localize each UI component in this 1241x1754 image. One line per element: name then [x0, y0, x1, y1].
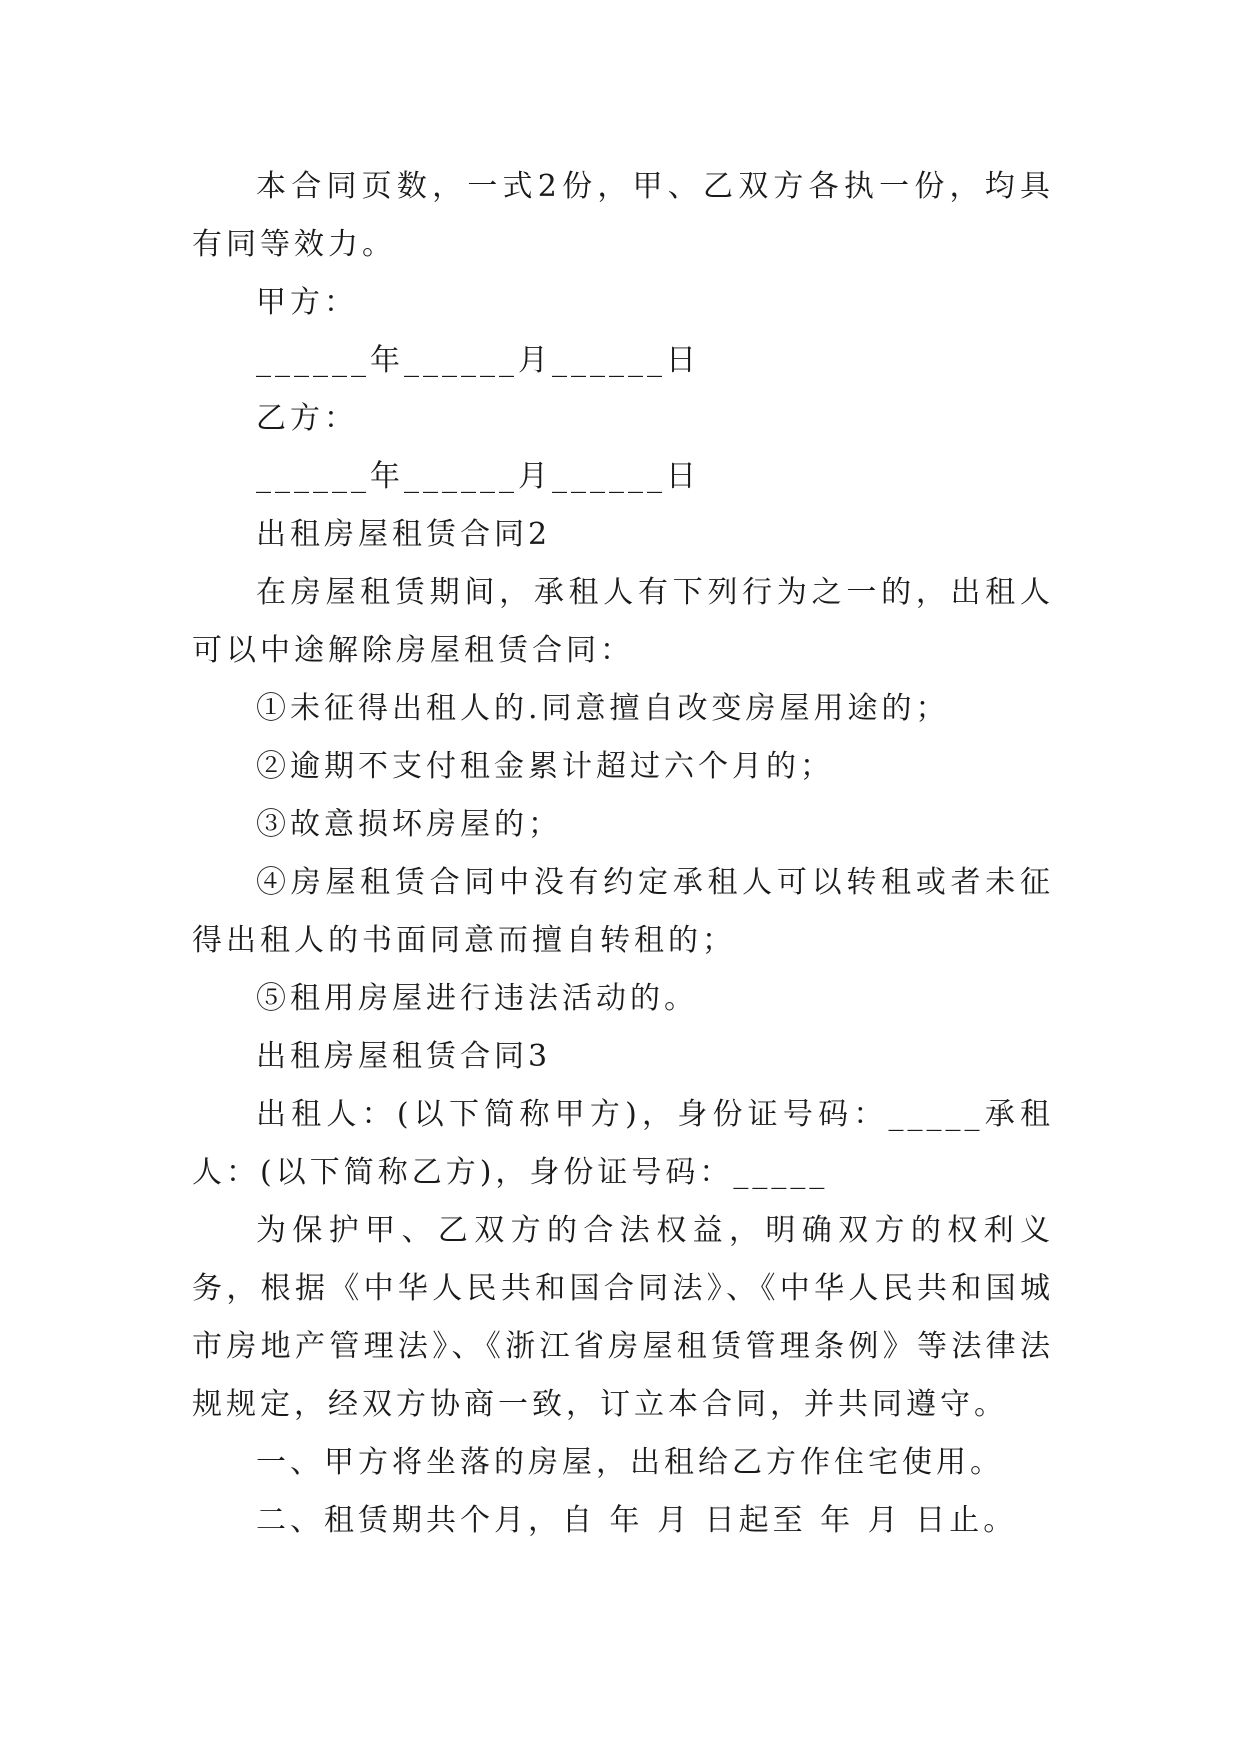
list-item-termination-2: ②逾期不支付租金累计超过六个月的； [256, 749, 834, 784]
paragraph-party-b-date: ______年______月______日 [256, 459, 700, 494]
list-item-termination-4: ④房屋租赁合同中没有约定承租人可以转租或者未征得出租人的书面同意而擅自转租的； [192, 865, 1054, 958]
paragraph-party-a-date: ______年______月______日 [256, 343, 700, 378]
section-title-contract-2: 出租房屋租赁合同2 [256, 517, 552, 552]
paragraph-parties-info: 出租人：(以下简称甲方)，身份证号码：_____承租人：(以下简称乙方)，身份证号码：_____ [192, 1097, 1054, 1190]
paragraph-termination-intro: 在房屋租赁期间，承租人有下列行为之一的，出租人可以中途解除房屋租赁合同： [192, 575, 1054, 668]
paragraph-party-b-label: 乙方： [256, 401, 358, 436]
list-item-termination-3: ③故意损坏房屋的； [256, 807, 562, 842]
paragraph-clause-2: 二、租赁期共个月，自 年 月 日起至 年 月 日止。 [256, 1503, 1018, 1538]
paragraph-clause-1: 一、甲方将坐落的房屋，出租给乙方作住宅使用。 [256, 1445, 1004, 1480]
paragraph-copies-clause: 本合同页数，一式2份，甲、乙双方各执一份，均具有同等效力。 [192, 169, 1054, 262]
list-item-termination-5: ⑤租用房屋进行违法活动的。 [256, 981, 698, 1016]
section-title-contract-3: 出租房屋租赁合同3 [256, 1039, 552, 1074]
document-body [192, 158, 1054, 1550]
list-item-termination-1: ①未征得出租人的.同意擅自改变房屋用途的； [256, 691, 950, 726]
paragraph-party-a-label: 甲方： [256, 285, 358, 320]
paragraph-legal-basis: 为保护甲、乙双方的合法权益，明确双方的权利义务，根据《中华人民共和国合同法》、《中华人民共和国城市房地产管理法》、《浙江省房屋租赁管理条例》等法律法规规定，经双方协商一致，订立本合同，并共同遵守。 [192, 1213, 1054, 1422]
